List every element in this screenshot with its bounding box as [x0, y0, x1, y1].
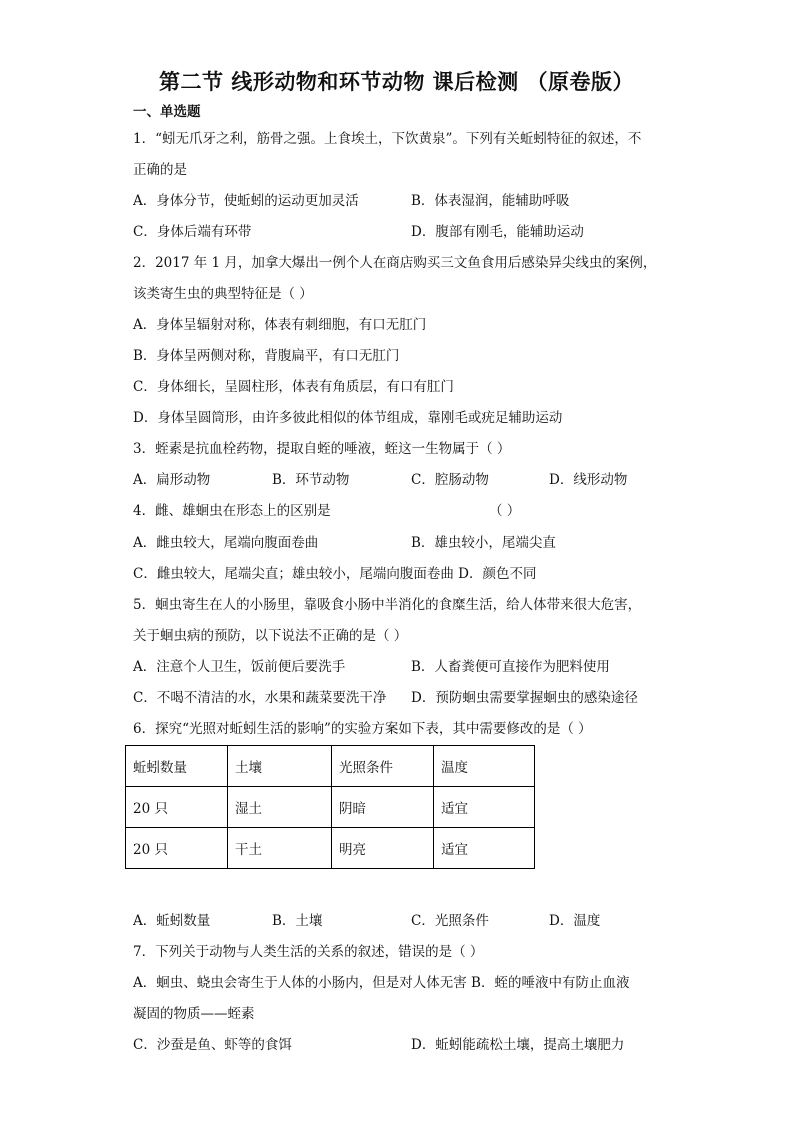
- q4-option-a: A．雌虫较大，尾端向腹面卷曲: [133, 535, 319, 551]
- q1-option-a: A．身体分节，使蚯蚓的运动更加灵活: [133, 193, 359, 209]
- experiment-table: [125, 745, 535, 869]
- q5-option-d: D．预防蛔虫需要掌握蛔虫的感染途径: [411, 690, 638, 706]
- q3-option-a: A．扁形动物: [133, 472, 211, 488]
- q3-stem: 3．蛭素是抗血栓药物，提取自蛭的唾液，蛭这一生物属于（ ）: [133, 441, 511, 457]
- q6-option-d: D．温度: [549, 913, 601, 929]
- table-cell: 明亮: [332, 828, 434, 869]
- table-cell: 20 只: [126, 787, 228, 828]
- q5-option-b: B．人畜粪便可直接作为肥料使用: [411, 659, 610, 675]
- table-cell: 阴暗: [332, 787, 434, 828]
- q4-answer-paren: （ ）: [489, 503, 521, 519]
- q5-stem-line1: 5．蛔虫寄生在人的小肠里，靠吸食小肠中半消化的食糜生活，给人体带来很大危害，: [133, 597, 642, 613]
- table-row: [126, 787, 535, 828]
- q7-option-c: C．沙蚕是鱼、虾等的食饵: [133, 1037, 292, 1053]
- q1-option-d: D．腹部有刚毛，能辅助运动: [411, 224, 584, 240]
- q1-stem-line2: 正确的是: [133, 162, 187, 178]
- q3-option-c: C．腔肠动物: [411, 472, 489, 488]
- q1-stem-line1: 1．“蚓无爪牙之利，筋骨之强。上食埃土，下饮黄泉”。下列有关蚯蚓特征的叙述，不: [133, 131, 642, 147]
- q2-option-c: C．身体细长，呈圆柱形，体表有角质层，有口有肛门: [133, 379, 454, 395]
- q4-stem: 4．雌、雄蛔虫在形态上的区别是: [133, 503, 331, 519]
- q1-option-c: C．身体后端有环带: [133, 224, 252, 240]
- q7-option-d: D．蚯蚓能疏松土壤，提高土壤肥力: [411, 1037, 625, 1053]
- document-title: 第二节 线形动物和环节动物 课后检测 （原卷版）: [159, 70, 634, 94]
- table-header-cell: 温度: [434, 746, 535, 787]
- q2-option-d: D．身体呈圆筒形，由许多彼此相似的体节组成，靠刚毛或疣足辅助运动: [133, 410, 563, 426]
- q7-options-ab-line1: A．蛔虫、蛲虫会寄生于人体的小肠内，但是对人体无害 B．蛭的唾液中有防止血液: [133, 975, 630, 991]
- q7-options-ab-line2: 凝固的物质——蛭素: [133, 1006, 255, 1022]
- q1-option-b: B．体表湿润，能辅助呼吸: [411, 193, 570, 209]
- q6-option-b: B．土壤: [272, 913, 323, 929]
- table-cell: 湿土: [228, 787, 332, 828]
- q5-stem-line2: 关于蛔虫病的预防，以下说法不正确的是（ ）: [133, 628, 408, 644]
- q6-stem: 6．探究“光照对蚯蚓生活的影响”的实验方案如下表，其中需要修改的是（ ）: [133, 721, 592, 737]
- table-cell: 20 只: [126, 828, 228, 869]
- q7-stem: 7．下列关于动物与人类生活的关系的叙述，错误的是（ ）: [133, 944, 484, 960]
- table-header-row: [126, 746, 535, 787]
- section-heading: 一、单选题: [133, 104, 201, 120]
- table-header-cell: 蚯蚓数量: [126, 746, 228, 787]
- q4-option-cd: C．雌虫较大，尾端尖直；雄虫较小，尾端向腹面卷曲 D．颜色不同: [133, 566, 537, 582]
- q6-option-a: A．蚯蚓数量: [133, 913, 211, 929]
- q4-option-b: B．雄虫较小，尾端尖直: [411, 535, 556, 551]
- table-header-cell: 土壤: [228, 746, 332, 787]
- table-cell: 适宜: [434, 828, 535, 869]
- q2-stem-line2: 该类寄生虫的典型特征是（ ）: [133, 286, 313, 302]
- q6-option-c: C．光照条件: [411, 913, 489, 929]
- q2-option-a: A．身体呈辐射对称，体表有刺细胞，有口无肛门: [133, 317, 427, 333]
- q3-option-d: D．线形动物: [549, 472, 628, 488]
- q2-stem-line1: 2．2017 年 1 月，加拿大爆出一例个人在商店购买三文鱼食用后感染异尖线虫的案例，: [133, 255, 657, 271]
- table-cell: 适宜: [434, 787, 535, 828]
- q5-option-a: A．注意个人卫生，饭前便后要洗手: [133, 659, 346, 675]
- table-header-cell: 光照条件: [332, 746, 434, 787]
- table-row: [126, 828, 535, 869]
- q5-option-c: C．不喝不清洁的水，水果和蔬菜要洗干净: [133, 690, 387, 706]
- q3-option-b: B．环节动物: [272, 472, 350, 488]
- table-cell: 干土: [228, 828, 332, 869]
- q2-option-b: B．身体呈两侧对称，背腹扁平，有口无肛门: [133, 348, 400, 364]
